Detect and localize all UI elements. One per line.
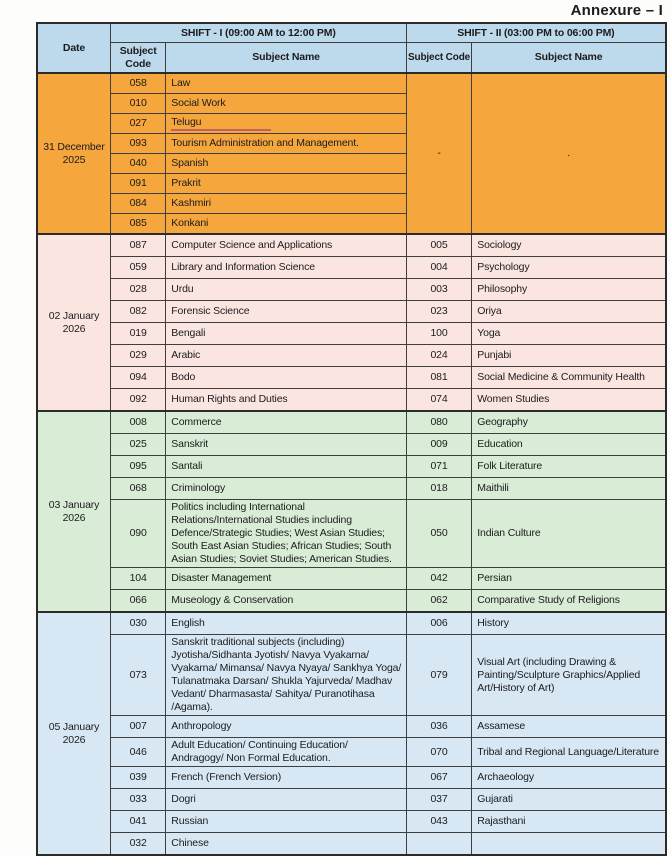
shift1-subject-code-cell: 032: [110, 833, 165, 856]
shift1-subject-code-cell: 033: [110, 789, 165, 811]
shift2-subject-code-cell: 005: [406, 234, 471, 257]
shift2-subject-name-cell: Indian Culture: [472, 500, 666, 568]
shift2-subject-code-cell: 050: [406, 500, 471, 568]
shift2-subject-code-cell: 043: [406, 811, 471, 833]
shift1-subject-name-cell: Library and Information Science: [166, 257, 407, 279]
shift2-subject-code-cell: 024: [406, 345, 471, 367]
column-header-subject-name-shift2: Subject Name: [472, 43, 666, 74]
shift2-subject-name-cell: Oriya: [472, 301, 666, 323]
date-cell: 31 December 2025: [37, 73, 110, 234]
shift2-subject-name-cell: Sociology: [472, 234, 666, 257]
shift2-subject-code-cell: 042: [406, 568, 471, 590]
date-cell: 05 January 2026: [37, 612, 110, 855]
date-cell: 02 January 2026: [37, 234, 110, 411]
shift1-subject-name-cell: Criminology: [166, 478, 407, 500]
shift2-subject-code-cell: 100: [406, 323, 471, 345]
shift1-subject-code-cell: 073: [110, 635, 165, 716]
date-section-blue: [37, 612, 666, 855]
shift1-subject-name-cell: Museology & Conservation: [166, 590, 407, 613]
date-section-green: [37, 411, 666, 612]
shift1-subject-name-cell: Computer Science and Applications: [166, 234, 407, 257]
table-row: [37, 345, 666, 367]
shift1-subject-code-cell: 068: [110, 478, 165, 500]
shift2-subject-name-cell: Maithili: [472, 478, 666, 500]
shift1-subject-code-cell: 046: [110, 738, 165, 767]
shift1-subject-name-cell: Kashmiri: [166, 194, 407, 214]
column-header-shift1: SHIFT - I (09:00 AM to 12:00 PM): [110, 23, 406, 43]
table-row: [37, 257, 666, 279]
shift2-subject-code-cell: 006: [406, 612, 471, 635]
shift2-subject-code-cell: 036: [406, 716, 471, 738]
shift1-subject-code-cell: 028: [110, 279, 165, 301]
red-underline-mark: Telugu: [171, 116, 271, 131]
shift1-subject-name-cell: French (French Version): [166, 767, 407, 789]
shift2-subject-code-cell: 004: [406, 257, 471, 279]
shift2-subject-code-cell: 023: [406, 301, 471, 323]
shift2-subject-name-cell: Persian: [472, 568, 666, 590]
shift1-subject-code-cell: 066: [110, 590, 165, 613]
shift1-subject-code-cell: 019: [110, 323, 165, 345]
shift1-subject-name-cell: Tourism Administration and Management.: [166, 134, 407, 154]
shift1-subject-name-cell: English: [166, 612, 407, 635]
shift2-subject-code-cell: 062: [406, 590, 471, 613]
shift1-subject-code-cell: 058: [110, 73, 165, 94]
shift2-subject-code-cell: 080: [406, 411, 471, 434]
shift1-subject-name-cell: Dogri: [166, 789, 407, 811]
table-row: [37, 456, 666, 478]
table-row: [37, 635, 666, 716]
shift1-subject-name-cell: Prakrit: [166, 174, 407, 194]
shift1-subject-name-cell: Sanskrit traditional subjects (including) Jyotisha/Sidhanta Jyotish/ Navya Vyakarna/ Vyakarna/ Mimansa/ Navya Nyaya/ Sankhya Yoga/ Tulanatmaka Darsan/ Shukla Yajurveda/ Madhav Vedant/ Dharmasasta/ Sahitya/ Puranotihasa /Agama).: [166, 635, 407, 716]
shift2-subject-code-cell: 067: [406, 767, 471, 789]
shift1-subject-code-cell: 030: [110, 612, 165, 635]
shift1-subject-name-cell: Human Rights and Duties: [166, 389, 407, 412]
shift2-subject-code-cell: 074: [406, 389, 471, 412]
shift2-subject-name-cell: Punjabi: [472, 345, 666, 367]
shift2-subject-name-cell: Tribal and Regional Language/Literature: [472, 738, 666, 767]
shift2-subject-name-cell: Psychology: [472, 257, 666, 279]
shift2-subject-name-cell: Rajasthani: [472, 811, 666, 833]
table-row: [37, 367, 666, 389]
shift1-subject-name-cell: Social Work: [166, 94, 407, 114]
shift1-subject-code-cell: 093: [110, 134, 165, 154]
shift2-subject-code-cell: 081: [406, 367, 471, 389]
table-row: [37, 279, 666, 301]
table-row: [37, 500, 666, 568]
shift1-subject-name-cell: Spanish: [166, 154, 407, 174]
shift1-subject-name-cell: Commerce: [166, 411, 407, 434]
column-header-subject-code-shift2: Subject Code: [406, 43, 471, 74]
table-row: [37, 73, 666, 94]
shift2-subject-code-cell: 009: [406, 434, 471, 456]
column-header-date: Date: [37, 23, 110, 73]
shift1-subject-code-cell: 082: [110, 301, 165, 323]
shift1-subject-code-cell: 104: [110, 568, 165, 590]
shift2-subject-code-cell: 071: [406, 456, 471, 478]
table-header: [37, 23, 666, 73]
shift1-subject-code-cell: 094: [110, 367, 165, 389]
table-row: [37, 833, 666, 856]
shift1-subject-name-cell: Sanskrit: [166, 434, 407, 456]
shift1-subject-name-cell: Forensic Science: [166, 301, 407, 323]
table-row: [37, 789, 666, 811]
shift2-subject-code-cell: [406, 833, 471, 856]
annexure-title: Annexure – I: [570, 2, 663, 19]
table-row: [37, 478, 666, 500]
column-header-subject-name-shift1: Subject Name: [166, 43, 407, 74]
table-row: [37, 811, 666, 833]
table-row: [37, 323, 666, 345]
table-row: [37, 612, 666, 635]
shift1-subject-name-cell: Anthropology: [166, 716, 407, 738]
shift1-subject-name-cell: Bodo: [166, 367, 407, 389]
column-header-shift2: SHIFT - II (03:00 PM to 06:00 PM): [406, 23, 666, 43]
date-cell: 03 January 2026: [37, 411, 110, 612]
shift1-subject-code-cell: 084: [110, 194, 165, 214]
shift1-subject-code-cell: 092: [110, 389, 165, 412]
date-section-pink: [37, 234, 666, 411]
shift2-subject-name-cell: Social Medicine & Community Health: [472, 367, 666, 389]
shift2-subject-code-cell: 079: [406, 635, 471, 716]
shift1-subject-code-cell: 041: [110, 811, 165, 833]
shift2-subject-name-cell: Geography: [472, 411, 666, 434]
shift1-subject-name-cell: Adult Education/ Continuing Education/ Andragogy/ Non Formal Education.: [166, 738, 407, 767]
shift2-subject-code-cell: 037: [406, 789, 471, 811]
shift1-subject-code-cell: 007: [110, 716, 165, 738]
shift1-subject-name-cell: Arabic: [166, 345, 407, 367]
shift1-subject-code-cell: 059: [110, 257, 165, 279]
table-row: [37, 234, 666, 257]
shift1-subject-code-cell: 091: [110, 174, 165, 194]
shift1-subject-name-cell: Russian: [166, 811, 407, 833]
shift1-subject-code-cell: 025: [110, 434, 165, 456]
table-row: [37, 568, 666, 590]
shift1-subject-name-cell: Politics including International Relations/International Studies including Defence/Strategic Studies; West Asian Studies; South East Asian Studies; African Studies; South Asian Studies; Soviet Studies; American Studies.: [166, 500, 407, 568]
shift1-subject-name-cell: Law: [166, 73, 407, 94]
date-section-orange: [37, 73, 666, 234]
shift2-subject-code-cell: 018: [406, 478, 471, 500]
shift2-subject-name-cell: Education: [472, 434, 666, 456]
shift1-subject-code-cell: 095: [110, 456, 165, 478]
table-row: [37, 767, 666, 789]
shift1-subject-code-cell: 087: [110, 234, 165, 257]
shift2-subject-name-cell: Gujarati: [472, 789, 666, 811]
shift1-subject-code-cell: 010: [110, 94, 165, 114]
shift2-subject-code-cell: 003: [406, 279, 471, 301]
shift2-subject-name-cell: Archaeology: [472, 767, 666, 789]
shift2-subject-name-cell: Folk Literature: [472, 456, 666, 478]
shift2-subject-code-cell: 070: [406, 738, 471, 767]
shift1-subject-name-cell: Santali: [166, 456, 407, 478]
shift1-subject-name-cell: Disaster Management: [166, 568, 407, 590]
table-row: [37, 411, 666, 434]
shift1-subject-code-cell: 040: [110, 154, 165, 174]
shift1-subject-code-cell: 029: [110, 345, 165, 367]
shift1-subject-code-cell: 039: [110, 767, 165, 789]
table-row: [37, 301, 666, 323]
shift1-subject-name-cell: Urdu: [166, 279, 407, 301]
column-header-subject-code-shift1: Subject Code: [110, 43, 165, 74]
shift1-subject-name-cell: Konkani: [166, 214, 407, 235]
shift2-subject-name-cell: Comparative Study of Religions: [472, 590, 666, 613]
shift1-subject-name-cell: [166, 114, 407, 134]
shift1-subject-name-cell: Chinese: [166, 833, 407, 856]
shift1-subject-code-cell: 027: [110, 114, 165, 134]
shift2-subject-name-cell: Yoga: [472, 323, 666, 345]
shift2-subject-name-cell: History: [472, 612, 666, 635]
shift1-subject-code-cell: 090: [110, 500, 165, 568]
shift2-subject-name-cell: Philosophy: [472, 279, 666, 301]
table-row: [37, 389, 666, 412]
shift1-subject-code-cell: 008: [110, 411, 165, 434]
shift1-subject-name-cell: Bengali: [166, 323, 407, 345]
table-row: [37, 738, 666, 767]
table-row: [37, 716, 666, 738]
shift2-subject-code-cell: -: [406, 73, 471, 234]
shift2-subject-name-cell: .: [472, 73, 666, 234]
table-row: [37, 434, 666, 456]
shift2-subject-name-cell: [472, 833, 666, 856]
shift2-subject-name-cell: Assamese: [472, 716, 666, 738]
shift2-subject-name-cell: Visual Art (including Drawing & Painting/Sculpture Graphics/Applied Art/History of Art): [472, 635, 666, 716]
table-row: [37, 590, 666, 613]
shift2-subject-name-cell: Women Studies: [472, 389, 666, 412]
shift1-subject-code-cell: 085: [110, 214, 165, 235]
exam-schedule-table: [36, 22, 667, 856]
